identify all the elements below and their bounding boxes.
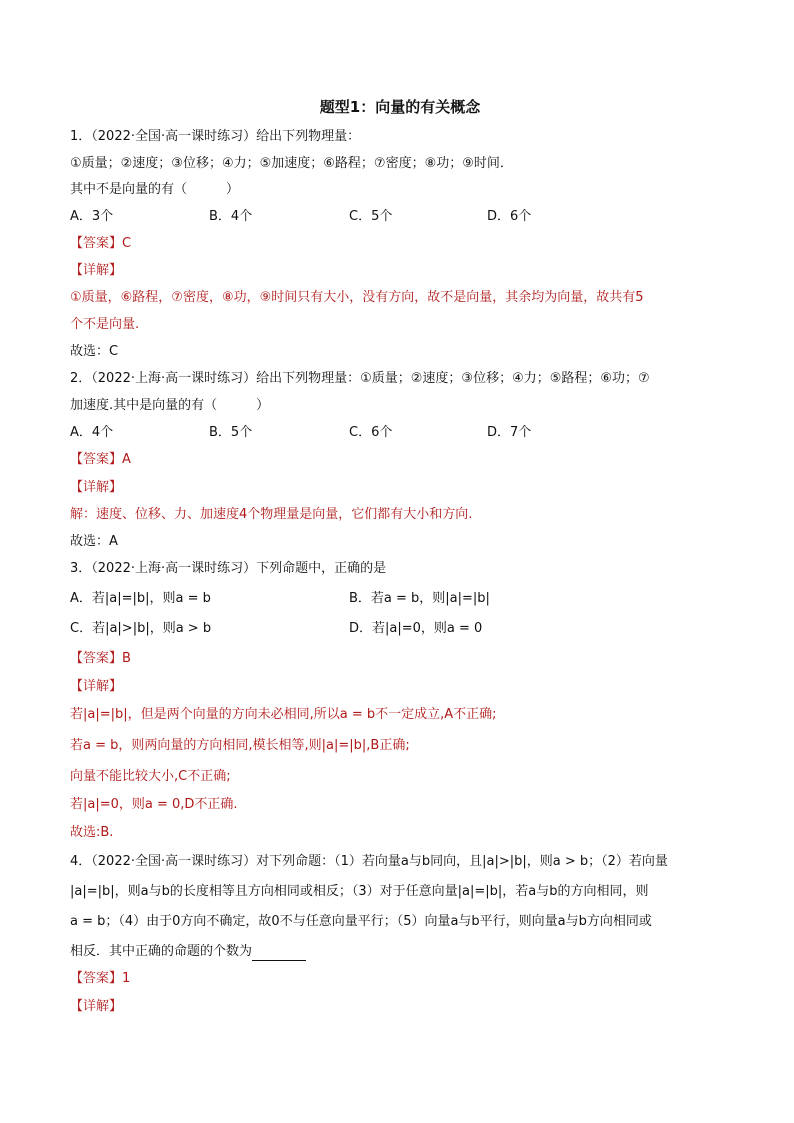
- q1-detail-2: 个不是向量.: [70, 317, 140, 332]
- q3-detail-4: 若|a|=0，则a = 0,D不正确.: [70, 797, 238, 812]
- q1-items: ①质量；②速度；③位移；④力；⑤加速度；⑥路程；⑦密度；⑧功；⑨时间．: [70, 156, 513, 171]
- q4-detail-label: 【详解】: [70, 999, 123, 1014]
- q2-stem-2: 加速度.其中是向量的有（ ）: [70, 398, 270, 413]
- q1-detail-label: 【详解】: [70, 263, 123, 278]
- q1-option-a: A．3个: [70, 209, 114, 224]
- q3-option-d: D．若|a|=0，则a = 0: [349, 621, 483, 636]
- q3-detail-1: 若|a|=|b|，但是两个向量的方向未必相同,所以a = b不一定成立,A不正确;: [70, 707, 497, 722]
- q3-answer: 【答案】B: [70, 651, 131, 666]
- q3-detail-3: 向量不能比较大小,C不正确;: [70, 769, 231, 784]
- q2-option-d: D．7个: [487, 425, 532, 440]
- q4-stem-2: |a|=|b|，则a与b的长度相等且方向相同或相反；（3）对于任意向量|a|=|b|，若a与b的方向相同，则: [70, 884, 649, 899]
- q2-option-c: C．6个: [349, 425, 393, 440]
- q2-detail-1: 解：速度、位移、力、加速度4个物理量是向量，它们都有大小和方向.: [70, 507, 473, 522]
- q2-stem-1: 2．（2022·上海·高一课时练习）给出下列物理量：①质量；②速度；③位移；④力；⑤路程；⑥功；⑦: [70, 371, 650, 386]
- q3-option-b: B．若a = b，则|a|=|b|: [349, 591, 490, 606]
- q3-option-a: A．若|a|=|b|，则a = b: [70, 591, 211, 606]
- q2-option-b: B．5个: [209, 425, 253, 440]
- q3-option-c: C．若|a|>|b|，则a > b: [70, 621, 212, 636]
- page-title: 题型1：向量的有关概念: [319, 98, 481, 116]
- q1-detail-1: ①质量，⑥路程，⑦密度，⑧功，⑨时间只有大小，没有方向，故不是向量，其余均为向量，故共有5: [70, 290, 644, 305]
- q4-stem-4-text: 相反．其中正确的命题的个数为: [70, 944, 253, 959]
- answer-blank: [252, 946, 306, 961]
- q4-stem-3: a = b；（4）由于0方向不确定，故0不与任意向量平行；（5）向量a与b平行，则向量a与b方向相同或: [70, 914, 652, 929]
- q4-answer: 【答案】1: [70, 971, 131, 986]
- q2-answer: 【答案】A: [70, 452, 131, 467]
- q3-stem: 3．（2022·上海·高一课时练习）下列命题中，正确的是: [70, 561, 387, 576]
- q3-choose: 故选:B.: [70, 825, 114, 840]
- q2-option-a: A．4个: [70, 425, 114, 440]
- q1-option-d: D．6个: [487, 209, 532, 224]
- q3-detail-2: 若a = b，则两向量的方向相同,模长相等,则|a|=|b|,B正确;: [70, 738, 410, 753]
- q1-option-b: B．4个: [209, 209, 253, 224]
- q2-choose: 故选：A: [70, 534, 118, 549]
- q1-answer: 【答案】C: [70, 236, 132, 251]
- q1-ask: 其中不是向量的有（ ）: [70, 182, 240, 197]
- q4-stem-1: 4．（2022·全国·高一课时练习）对下列命题：（1）若向量a与b同向，且|a|>|b|，则a > b；（2）若向量: [70, 854, 668, 869]
- q4-stem-4: [70, 943, 306, 961]
- q1-choose: 故选：C: [70, 344, 119, 359]
- q1-option-c: C．5个: [349, 209, 393, 224]
- q2-detail-label: 【详解】: [70, 480, 123, 495]
- q1-stem: 1．（2022·全国·高一课时练习）给出下列物理量：: [70, 129, 361, 144]
- q3-detail-label: 【详解】: [70, 679, 123, 694]
